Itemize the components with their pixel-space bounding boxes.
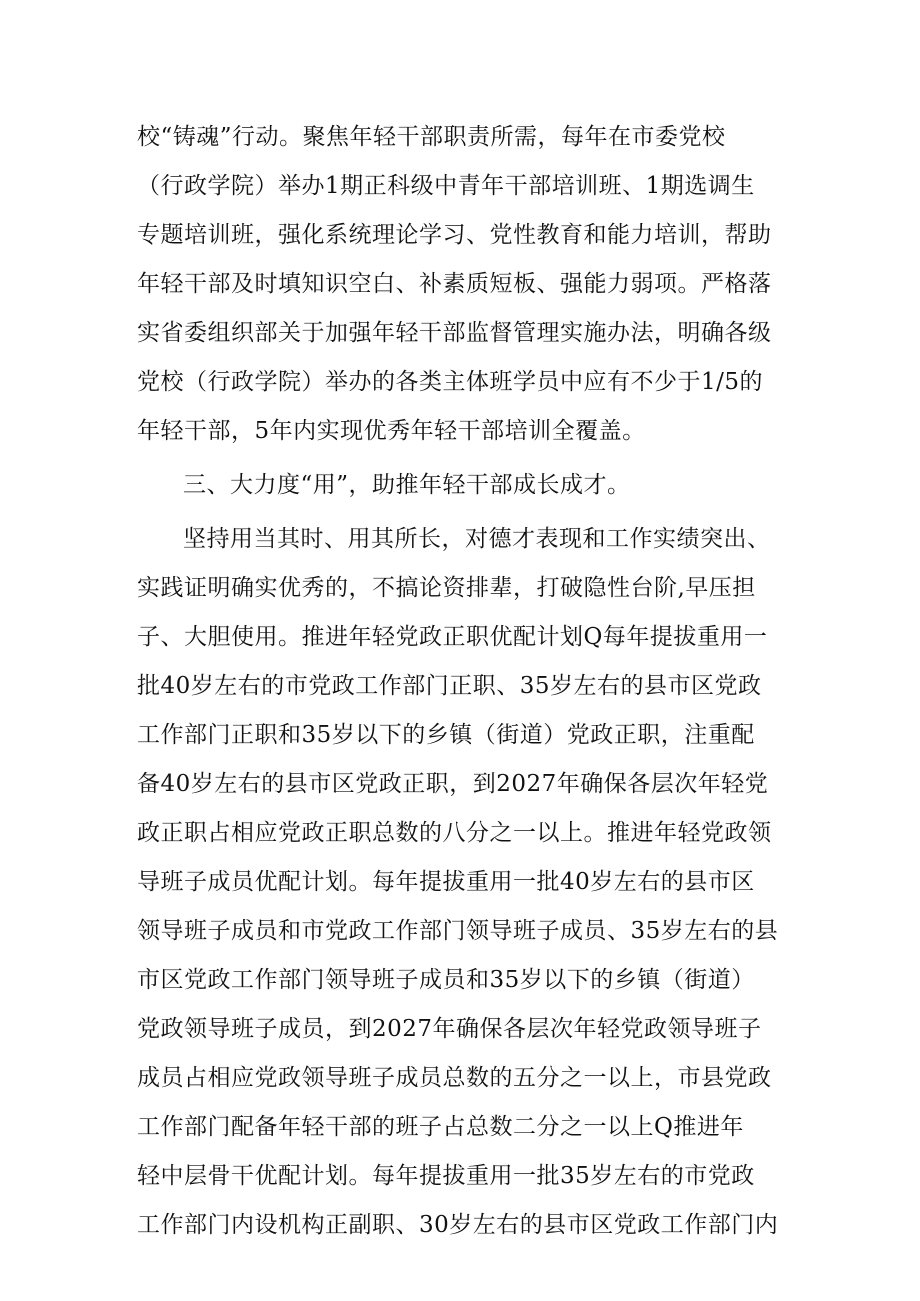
text-line: 工作部门内设机构正副职、30岁左右的县市区党政工作部门内 (137, 1212, 779, 1238)
text-line: 工作部门正职和35岁以下的乡镇（街道）党政正职，注重配 (137, 722, 755, 748)
text-line: 市区党政工作部门领导班子成员和35岁以下的乡镇（街道） (137, 967, 755, 993)
text-line: 批40岁左右的市党政工作部门正职、35岁左右的县市区党政 (137, 673, 762, 699)
section-heading (137, 461, 797, 510)
text-line: 政正职占相应党政正职总数的八分之一以上。推进年轻党政领 (137, 820, 772, 846)
text-line: 年轻干部及时填知识空白、补素质短板、强能力弱项。严格落 (137, 271, 772, 297)
text-line: 年轻干部，5年内实现优秀年轻干部培训全覆盖。 (137, 418, 646, 444)
text-line: 党校（行政学院）举办的各类主体班学员中应有不少于1/5的 (137, 369, 764, 395)
text-line: 轻中层骨干优配计划。每年提拔重用一批35岁左右的市党政 (137, 1163, 755, 1189)
heading-line: 三、大力度“用”，助推年轻干部成长成才。 (183, 472, 631, 498)
text-line: （行政学院）举办1期正科级中青年干部培训班、1期选调生 (137, 173, 755, 199)
paragraph-usage (137, 515, 797, 1250)
text-line: 坚持用当其时、用其所长，对德才表现和工作实绩突出、 (183, 526, 771, 552)
text-line: 校“铸魂”行动。聚焦年轻干部职责所需，每年在市委党校 (137, 124, 726, 150)
document-body (137, 113, 797, 1250)
text-line: 领导班子成员和市党政工作部门领导班子成员、35岁左右的县 (137, 918, 779, 944)
text-line: 实践证明确实优秀的，不搞论资排辈，打破隐性台阶,早压担 (137, 575, 756, 601)
text-line: 专题培训班，强化系统理论学习、党性教育和能力培训，帮助 (137, 222, 772, 248)
text-line: 导班子成员优配计划。每年提拔重用一批40岁左右的县市区 (137, 869, 755, 895)
text-line: 备40岁左右的县市区党政正职，到2027年确保各层次年轻党 (137, 771, 769, 797)
text-line: 实省委组织部关于加强年轻干部监督管理实施办法，明确各级 (137, 320, 772, 346)
text-line: 成员占相应党政领导班子成员总数的五分之一以上，市县党政 (137, 1065, 772, 1091)
text-line: 党政领导班子成员，到2027年确保各层次年轻党政领导班子 (137, 1016, 762, 1042)
text-line: 工作部门配备年轻干部的班子占总数二分之一以上Q推进年 (137, 1114, 744, 1140)
paragraph-training (137, 113, 797, 456)
text-line: 子、大胆使用。推进年轻党政正职优配计划Q每年提拔重用一 (137, 624, 768, 650)
